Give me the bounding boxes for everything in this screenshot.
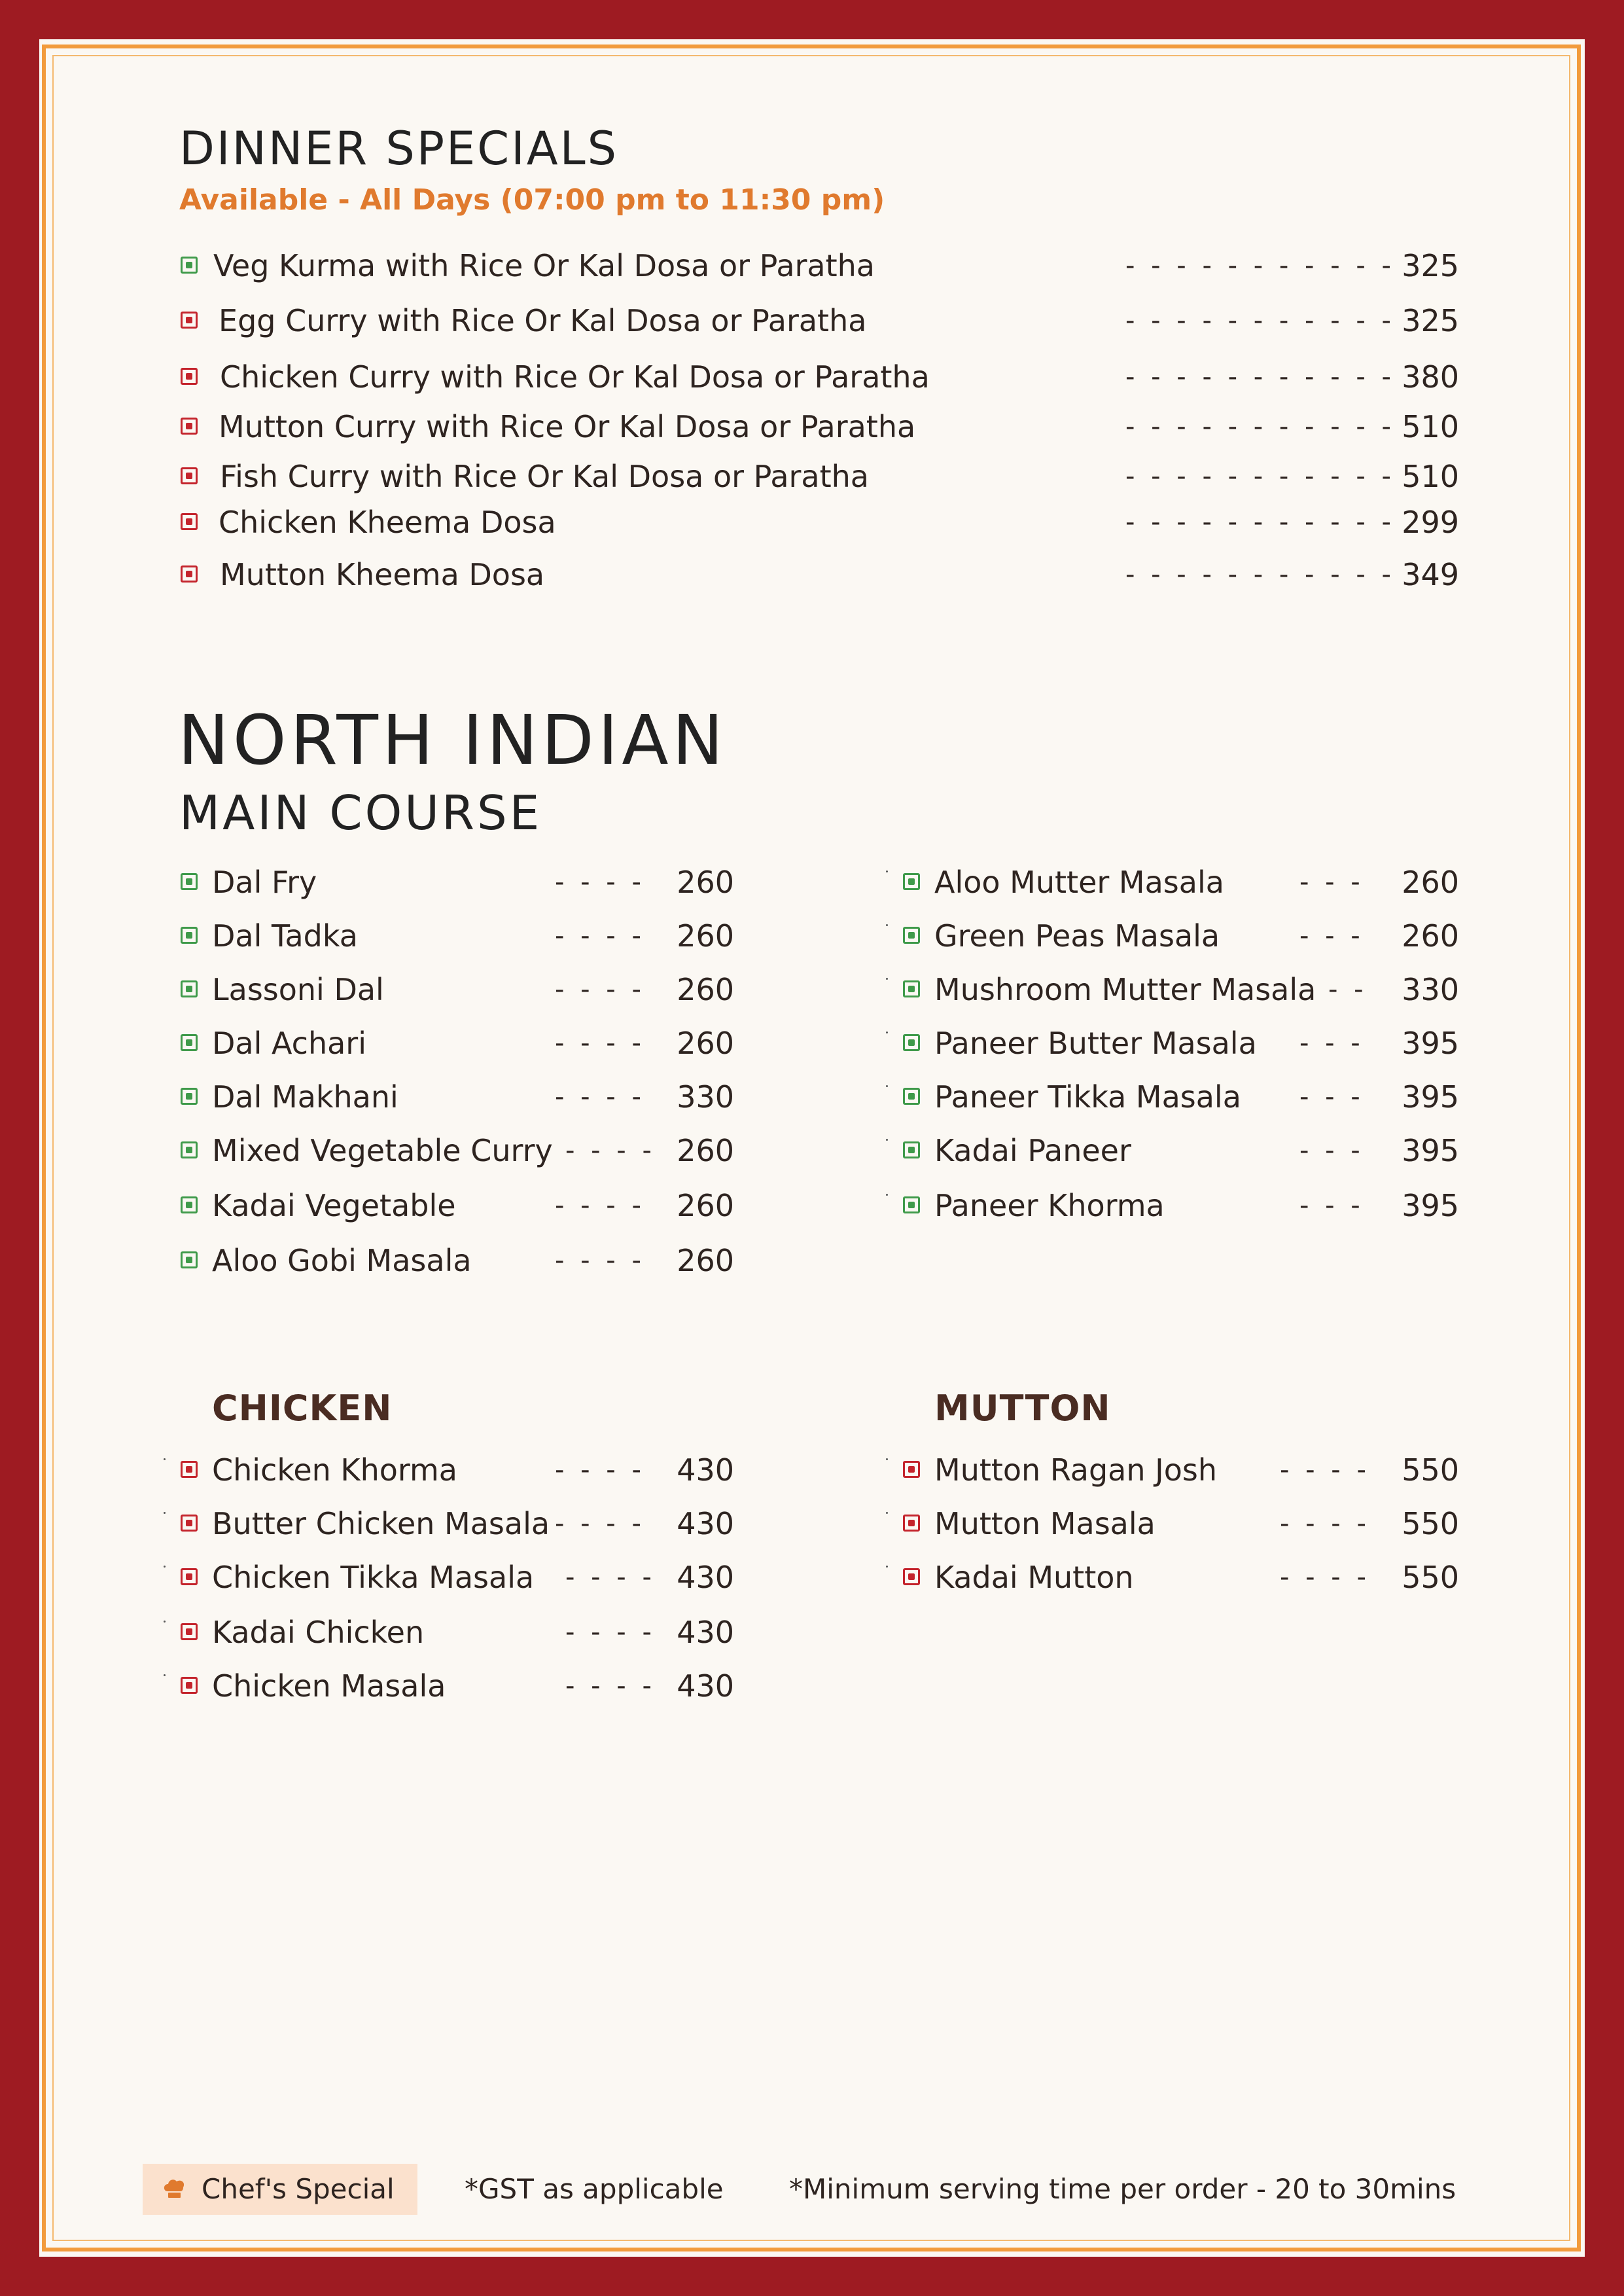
menu-item-row [0,1241,1624,1280]
menu-item-price: 380 [1402,359,1459,395]
price-leader-dashes: - - - - [555,1082,645,1112]
menu-item-row [0,970,1624,1009]
menu-item-name: Mushroom Mutter Masala [934,972,1316,1007]
veg-indicator-icon [903,873,920,890]
price-leader-dashes: - - - [1299,1028,1364,1058]
price-leader-dashes: - - - - [555,1028,645,1058]
menu-item-row [0,357,1624,397]
veg-indicator-icon [181,1251,198,1268]
menu-item-price: 550 [1402,1560,1459,1595]
nonveg-indicator-icon [181,368,198,385]
menu-item-name: Mutton Ragan Josh [934,1452,1217,1488]
menu-item-price: 430 [677,1452,734,1488]
menu-item-name: Mutton Kheema Dosa [220,557,545,592]
menu-item-price: 550 [1402,1452,1459,1488]
menu-item-name: Egg Curry with Rice Or Kal Dosa or Paratha [219,303,867,338]
menu-item-name: Kadai Vegetable [212,1188,456,1223]
menu-item-price: 260 [677,865,734,900]
chicken-title: CHICKEN [212,1388,393,1429]
main-course-subtitle: MAIN COURSE [179,785,542,840]
menu-item-name: Aloo Mutter Masala [934,865,1224,900]
price-leader-dashes: - - - [1299,1136,1364,1166]
dinner-specials-title: DINNER SPECIALS [179,122,619,175]
menu-item-price: 299 [1402,505,1459,540]
bullet-tick [886,1194,888,1196]
mutton-title: MUTTON [934,1388,1111,1429]
veg-indicator-icon [903,1088,920,1105]
veg-indicator-icon [903,927,920,944]
bullet-tick [164,1674,166,1676]
menu-item-price: 550 [1402,1506,1459,1541]
price-leader-dashes: - - - - [1280,1562,1370,1592]
nonveg-indicator-icon [181,467,198,484]
price-leader-dashes: - - - - [565,1562,656,1592]
menu-item-price: 260 [677,918,734,954]
nonveg-indicator-icon [181,513,198,530]
menu-item-name: Dal Tadka [212,918,358,954]
price-leader-dashes: - - - - - - - - - - - [1125,362,1395,392]
price-leader-dashes: - - - - [565,1671,656,1701]
dinner-availability: Available - All Days (07:00 pm to 11:30 pm) [179,183,885,217]
menu-item-row [0,1558,1624,1597]
menu-item-price: 430 [677,1668,734,1704]
price-leader-dashes: - - - [1299,867,1364,897]
price-leader-dashes: - - [1328,975,1368,1005]
menu-item-name: Chicken Kheema Dosa [219,505,556,540]
menu-item-price: 395 [1402,1079,1459,1115]
menu-item-price: 325 [1402,248,1459,283]
chefs-special-badge [143,2164,417,2215]
bullet-tick [886,1085,888,1087]
menu-item-price: 395 [1402,1133,1459,1168]
chef-hat-icon [161,2176,187,2202]
price-leader-dashes: - - - - [565,1136,656,1166]
menu-item-price: 430 [677,1615,734,1650]
menu-item-name: Lassoni Dal [212,972,384,1007]
menu-item-price: 260 [677,1133,734,1168]
menu-item-price: 260 [677,972,734,1007]
menu-item-price: 510 [1402,459,1459,494]
menu-item-row [0,1186,1624,1225]
menu-item-name: Fish Curry with Rice Or Kal Dosa or Paratha [220,459,869,494]
menu-item-name: Butter Chicken Masala [212,1506,550,1541]
chefs-special-label: Chef's Special [202,2173,395,2205]
price-leader-dashes: - - - - [555,975,645,1005]
menu-item-name: Veg Kurma with Rice Or Kal Dosa or Paratha [213,248,875,283]
menu-item-name: Mutton Masala [934,1506,1156,1541]
menu-item-price: 260 [677,1026,734,1061]
menu-item-row [0,503,1624,542]
menu-item-name: Chicken Tikka Masala [212,1560,535,1595]
menu-item-row [0,301,1624,340]
price-leader-dashes: - - - - - - - - - - - [1125,412,1395,442]
menu-item-name: Paneer Khorma [934,1188,1165,1223]
menu-item-row [0,1131,1624,1170]
menu-item-name: Kadai Paneer [934,1133,1131,1168]
price-leader-dashes: - - - - - - - - - - - [1125,251,1395,281]
nonveg-indicator-icon [181,565,198,583]
price-leader-dashes: - - - [1299,921,1364,951]
nonveg-indicator-icon [181,1677,198,1694]
menu-item-price: 260 [1402,918,1459,954]
menu-item-row [0,1450,1624,1490]
menu-item-price: 260 [677,1243,734,1278]
menu-item-name: Chicken Curry with Rice Or Kal Dosa or Paratha [220,359,930,395]
bullet-tick [886,1512,888,1514]
menu-item-row [0,1504,1624,1543]
menu-item-name: Kadai Chicken [212,1615,425,1650]
bullet-tick [886,1139,888,1141]
north-indian-title: NORTH INDIAN [178,700,728,780]
menu-item-price: 325 [1402,303,1459,338]
menu-item-price: 260 [677,1188,734,1223]
veg-indicator-icon [903,1141,920,1158]
menu-item-row [0,246,1624,285]
menu-item-name: Paneer Tikka Masala [934,1079,1241,1115]
bullet-tick [886,924,888,926]
price-leader-dashes: - - - - - - - - - - - [1125,306,1395,336]
menu-item-row [0,863,1624,902]
price-leader-dashes: - - - [1299,1082,1364,1112]
price-leader-dashes: - - - - [1280,1455,1370,1485]
veg-indicator-icon [903,1034,920,1051]
bullet-tick [886,1031,888,1033]
menu-item-price: 395 [1402,1026,1459,1061]
veg-indicator-icon [181,257,198,274]
menu-item-name: Dal Makhani [212,1079,398,1115]
menu-item-price: 430 [677,1560,734,1595]
menu-item-row [0,407,1624,446]
bullet-tick [886,870,888,872]
serving-time-note: *Minimum serving time per order - 20 to 30mins [789,2173,1456,2205]
menu-item-name: Chicken Masala [212,1668,446,1704]
nonveg-indicator-icon [181,312,198,329]
price-leader-dashes: - - - - [555,1455,645,1485]
price-leader-dashes: - - - - - - - - - - - [1125,560,1395,590]
menu-item-price: 330 [1402,972,1459,1007]
menu-item-row [0,1077,1624,1117]
menu-item-price: 349 [1402,557,1459,592]
price-leader-dashes: - - - [1299,1191,1364,1221]
menu-item-row [0,1024,1624,1063]
menu-item-row [0,555,1624,594]
menu-item-name: Mutton Curry with Rice Or Kal Dosa or Paratha [219,409,916,444]
price-leader-dashes: - - - - [555,1246,645,1276]
menu-item-name: Dal Fry [212,865,317,900]
price-leader-dashes: - - - - [555,1191,645,1221]
menu-item-name: Mixed Vegetable Curry [212,1133,553,1168]
veg-indicator-icon [903,980,920,997]
menu-item-row [0,457,1624,496]
menu-item-name: Paneer Butter Masala [934,1026,1257,1061]
menu-item-name: Chicken Khorma [212,1452,457,1488]
menu-item-row [0,916,1624,956]
nonveg-indicator-icon [903,1515,920,1532]
price-leader-dashes: - - - - [555,867,645,897]
price-leader-dashes: - - - - [565,1617,656,1647]
veg-indicator-icon [903,1196,920,1213]
nonveg-indicator-icon [181,418,198,435]
bullet-tick [164,1621,166,1623]
menu-item-price: 260 [1402,865,1459,900]
nonveg-indicator-icon [903,1461,920,1478]
menu-item-name: Kadai Mutton [934,1560,1134,1595]
menu-item-price: 510 [1402,409,1459,444]
menu-item-price: 430 [677,1506,734,1541]
menu-item-name: Dal Achari [212,1026,366,1061]
menu-item-price: 395 [1402,1188,1459,1223]
menu-item-row [0,1613,1624,1652]
price-leader-dashes: - - - - - - - - - - - [1125,507,1395,537]
menu-item-row [0,1666,1624,1706]
gst-note: *GST as applicable [465,2173,724,2205]
price-leader-dashes: - - - - - - - - - - - [1125,461,1395,492]
bullet-tick [886,978,888,980]
nonveg-indicator-icon [903,1568,920,1585]
menu-item-price: 330 [677,1079,734,1115]
menu-item-name: Green Peas Masala [934,918,1220,954]
bullet-tick [886,1458,888,1460]
price-leader-dashes: - - - - [1280,1509,1370,1539]
price-leader-dashes: - - - - [555,1509,645,1539]
bullet-tick [886,1566,888,1568]
menu-item-name: Aloo Gobi Masala [212,1243,472,1278]
nonveg-indicator-icon [181,1623,198,1640]
price-leader-dashes: - - - - [555,921,645,951]
